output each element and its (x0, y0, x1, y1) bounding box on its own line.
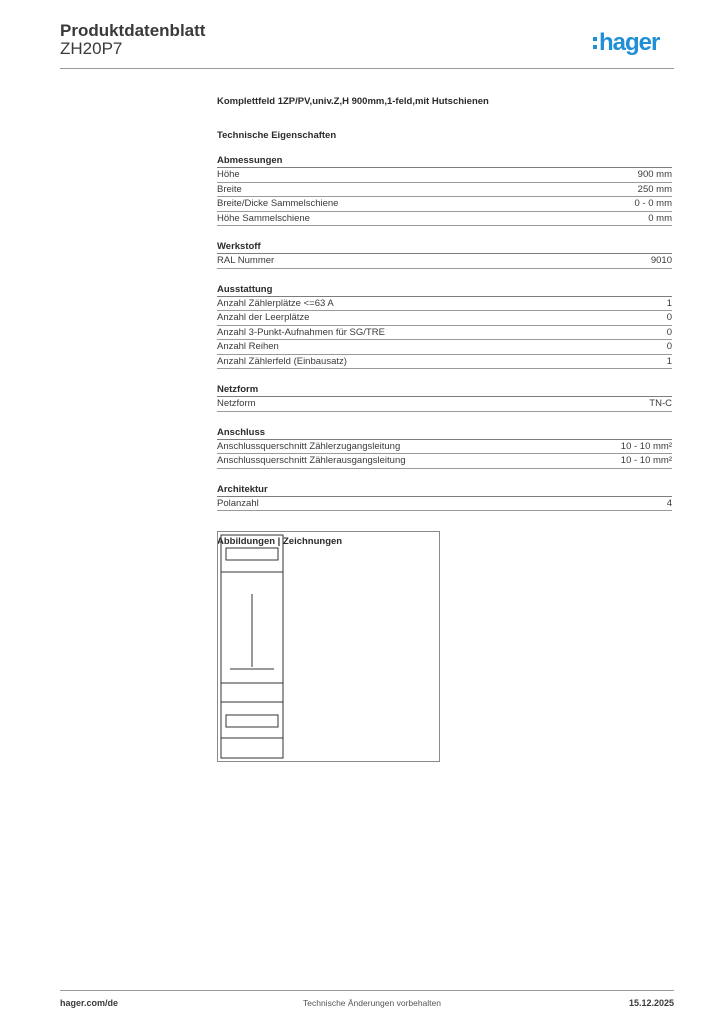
property-value: 4 (666, 497, 672, 509)
section-abmessungen (217, 155, 672, 226)
section-title: Werkstoff (217, 241, 672, 254)
property-label: Höhe Sammelschiene (217, 212, 310, 224)
product-description: Komplettfeld 1ZP/PV,univ.Z,H 900mm,1-feld,mit Hutschienen (217, 96, 489, 107)
property-label: Anschlussquerschnitt Zählerausgangsleitung (217, 455, 406, 466)
property-row (217, 254, 672, 269)
section-title: Netzform (217, 384, 672, 397)
hager-logo (592, 26, 674, 58)
section-netzform (217, 384, 672, 412)
panel-drawing (218, 532, 441, 763)
section-title: Ausstattung (217, 284, 672, 297)
property-label: Höhe (217, 169, 240, 180)
section-title: Anschluss (217, 427, 672, 440)
property-value: 10 - 10 mm² (620, 455, 672, 466)
technical-properties-heading: Technische Eigenschaften (217, 130, 337, 141)
property-row (217, 197, 672, 212)
section-title: Abmessungen (217, 155, 672, 168)
property-value: TN-C (649, 398, 672, 409)
property-label: Anschlussquerschnitt Zählerzugangsleitung (217, 440, 401, 452)
section-werkstoff (217, 241, 672, 269)
property-row (217, 355, 672, 370)
property-value: 0 (666, 341, 672, 352)
footer-date: 15.12.2025 (628, 998, 674, 1008)
property-label: Breite/Dicke Sammelschiene (217, 198, 339, 209)
property-row (217, 340, 672, 355)
property-row (217, 297, 672, 312)
svg-text:hager: hager (599, 29, 660, 56)
section-architektur (217, 484, 672, 512)
section-title: Architektur (217, 484, 672, 497)
property-value: 0 - 0 mm (634, 198, 672, 209)
property-value: 900 mm (637, 169, 672, 180)
property-row (217, 440, 672, 455)
property-label: RAL Nummer (217, 255, 275, 266)
property-value: 1 (666, 297, 672, 309)
technical-drawing (217, 531, 440, 762)
property-row (217, 326, 672, 341)
property-value: 10 - 10 mm² (620, 440, 672, 452)
property-row (217, 183, 672, 198)
property-value: 0 (666, 312, 672, 323)
header-divider (60, 68, 674, 69)
property-label: Anzahl 3-Punkt-Aufnahmen für SG/TRE (217, 326, 385, 338)
property-row (217, 168, 672, 183)
property-row (217, 497, 672, 512)
property-label: Anzahl der Leerplätze (217, 312, 310, 323)
property-label: Anzahl Zählerfeld (Einbausatz) (217, 355, 347, 367)
section-anschluss (217, 427, 672, 469)
property-value: 250 mm (637, 183, 672, 195)
property-value: 0 (666, 326, 672, 338)
property-row (217, 397, 672, 412)
footer-notice: Technische Änderungen vorbehalten (303, 998, 441, 1008)
footer-website: hager.com/de (60, 998, 119, 1008)
property-value: 0 mm (648, 212, 672, 224)
property-row (217, 311, 672, 326)
page-title: Produktdatenblatt (60, 21, 206, 40)
property-row (217, 212, 672, 227)
footer-divider (60, 990, 674, 991)
datasheet-content (217, 96, 672, 548)
property-value: 1 (666, 355, 672, 367)
property-label: Anzahl Reihen (217, 341, 279, 352)
figures-heading: Abbildungen | Zeichnungen (217, 536, 343, 547)
property-row (217, 454, 672, 469)
property-label: Breite (217, 183, 242, 195)
product-code: ZH20P7 (60, 39, 123, 58)
property-label: Netzform (217, 398, 256, 409)
property-sections (217, 155, 672, 511)
property-label: Polanzahl (217, 497, 259, 509)
section-ausstattung (217, 284, 672, 370)
property-value: 9010 (650, 255, 672, 266)
property-label: Anzahl Zählerplätze <=63 A (217, 297, 334, 309)
